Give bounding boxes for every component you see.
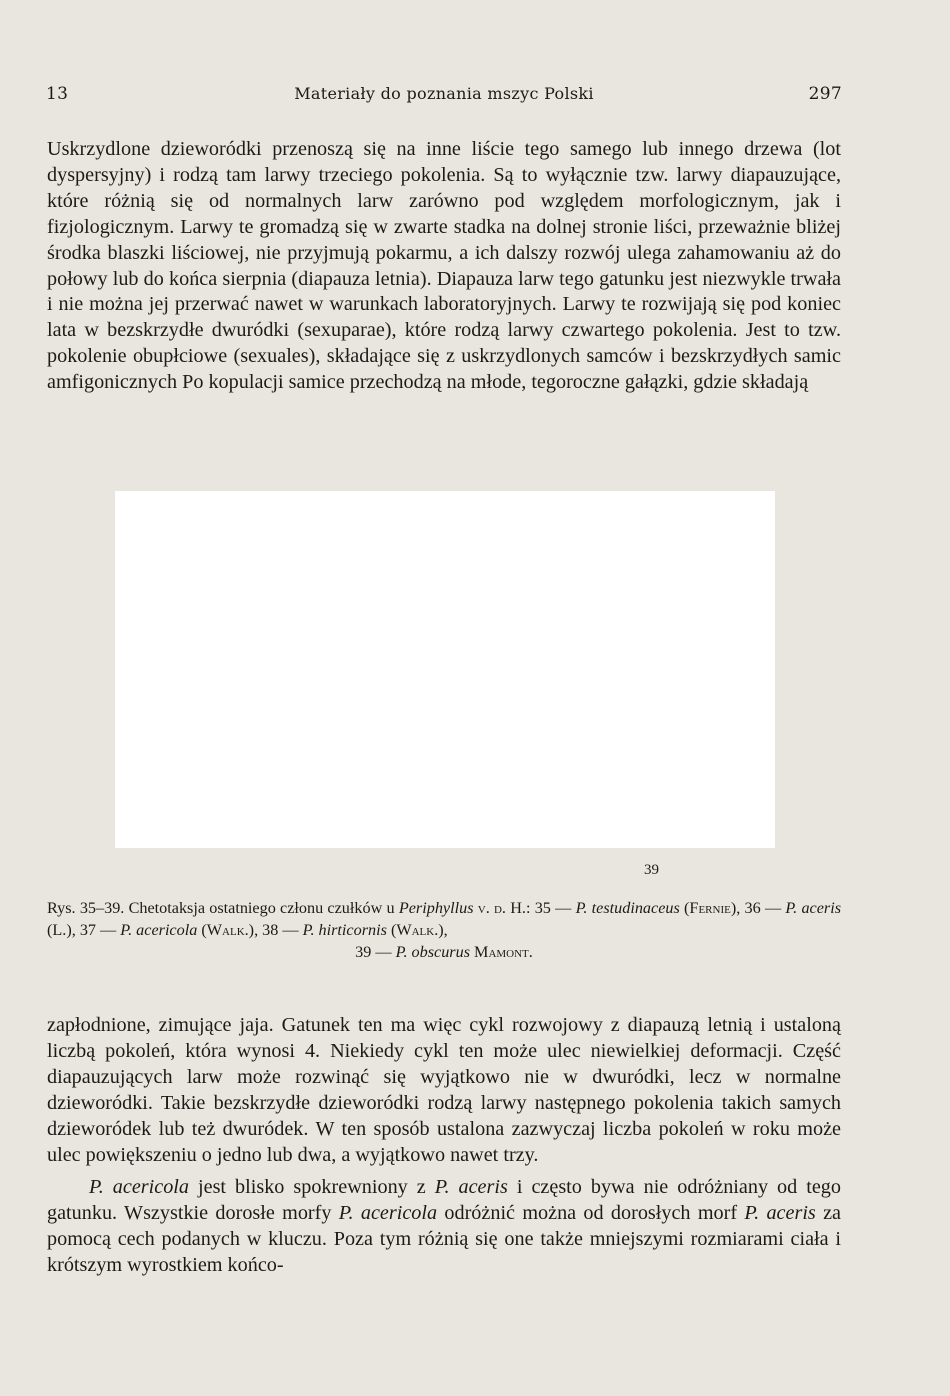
caption-author-39: Mamont. [474, 943, 533, 961]
caption-num-39: 39 — [355, 943, 396, 961]
caption-author-35: (Fernie) [684, 899, 737, 917]
caption-species-38: P. hirticornis [302, 921, 387, 939]
section-number: 13 [46, 84, 69, 104]
caption-species-35: P. testudinaceus [575, 899, 680, 917]
species-1: P. acericola [89, 1176, 190, 1198]
caption-species-39: P. obscurus [395, 943, 470, 961]
species-4: P. aceris [744, 1201, 816, 1224]
caption-author: v. d. H. [477, 899, 526, 917]
caption-num-38: , 38 — [254, 921, 303, 939]
text-1: jest blisko spokrewniony z [189, 1176, 435, 1198]
running-title: Materiały do poznania mszyc Polski [294, 84, 594, 103]
caption-author-37: (Walk.) [201, 921, 255, 939]
text-3: odróżnić można od dorosłych morf [437, 1201, 745, 1224]
caption-last-line [47, 941, 841, 963]
caption-prefix: Rys. 35–39. Chetotaksja ostatniego członu czułków u [47, 899, 395, 917]
caption-species-37: P. acericola [120, 921, 198, 939]
caption-genus: Periphyllus [398, 899, 474, 917]
running-header [46, 84, 842, 110]
figure-caption: Rys. 35–39. Chetotaksja ostatniego członu czułków u Periphyllus v. d. H.: 35 — P. testudinaceus (Fernie), 36 — P. aceris (L.), 37 — P. acericola (Walk.), 38 — P. hirticornis (Walk.), 39 — P. obscurus Mamont. [47, 899, 842, 961]
caption-num-36: , 36 — [736, 899, 786, 917]
text-2: i często bywa nie odróżniany od tego gatunku. Wszystkie dorosłe morfy [47, 1176, 841, 1224]
caption-author-38: (Walk.) [390, 921, 444, 939]
caption-species-36: P. aceris [785, 899, 842, 917]
figure-label: 39 [644, 862, 659, 878]
species-3: P. acericola [338, 1201, 438, 1224]
caption-author-36: (L.) [47, 921, 72, 939]
paragraph-1: Uskrzydlone dzieworódki przenoszą się na inne liście tego samego lub innego drzewa (lot dyspersyjny) i rodzą tam larwy trzeciego pokolenia. Są to wyłącznie tzw. larwy diapauzujące, które różnią się od normalnych larw zarówno pod względem morfologicznym, jak i fizjologicznym. Larwy te gromadzą się w zwarte stadka na dolnej stronie liści, przeważnie bliżej środka blaszki liściowej, nie przyjmują pokarmu, a ich dalszy rozwój ulega zahamowaniu aż do połowy lub do końca sierpnia (diapauza letnia). Diapauza larw tego gatunku jest niezwykle trwała i nie można jej przerwać nawet w warunkach laboratoryjnych. Larwy te rozwijają się pod koniec lata w bezskrzydłe dwuródki (sexuparae), które rodzą larwy czwartego pokolenia. Jest to tzw. pokolenie obupłciowe (sexuales), składające się z uskrzydlonych samców i bezskrzydłych samic amfigonicznych Po kopulacji samice przechodzą na młode, tegoroczne gałązki, gdzie składają [47, 138, 841, 394]
caption-num-35: : 35 — [525, 899, 576, 917]
paragraph-2: zapłodnione, zimujące jaja. Gatunek ten ma więc cykl rozwojowy z diapauzą letnią i ustaloną liczbą pokoleń, która wynosi 4. Niekiedy cykl ten może ulec niewielkiej deformacji. Część diapauzujących larw może rozwinąć się wyjątkowo nie w dwuródki, lecz w normalne dzieworódki. Takie bezskrzydłe dzieworódki rodzą larwy następnego pokolenia takich samych dzieworódek lub też dwuródek. W ten sposób ustalona zazwyczaj liczba pokoleń w roku może ulec powiększeniu o jedno lub dwa, a wyjątkowo nawet trzy. [47, 1014, 841, 1166]
figure-image [115, 491, 775, 848]
page-number: 297 [808, 84, 842, 104]
species-2: P. aceris [434, 1176, 508, 1198]
caption-num-37: , 37 — [71, 921, 121, 939]
text-4: za pomocą cech podanych w kluczu. Poza tym różnią się one także mniejszymi rozmiarami ciała i krótszym wyrostkiem końco- [47, 1201, 842, 1276]
paragraph-3 [47, 1175, 841, 1279]
